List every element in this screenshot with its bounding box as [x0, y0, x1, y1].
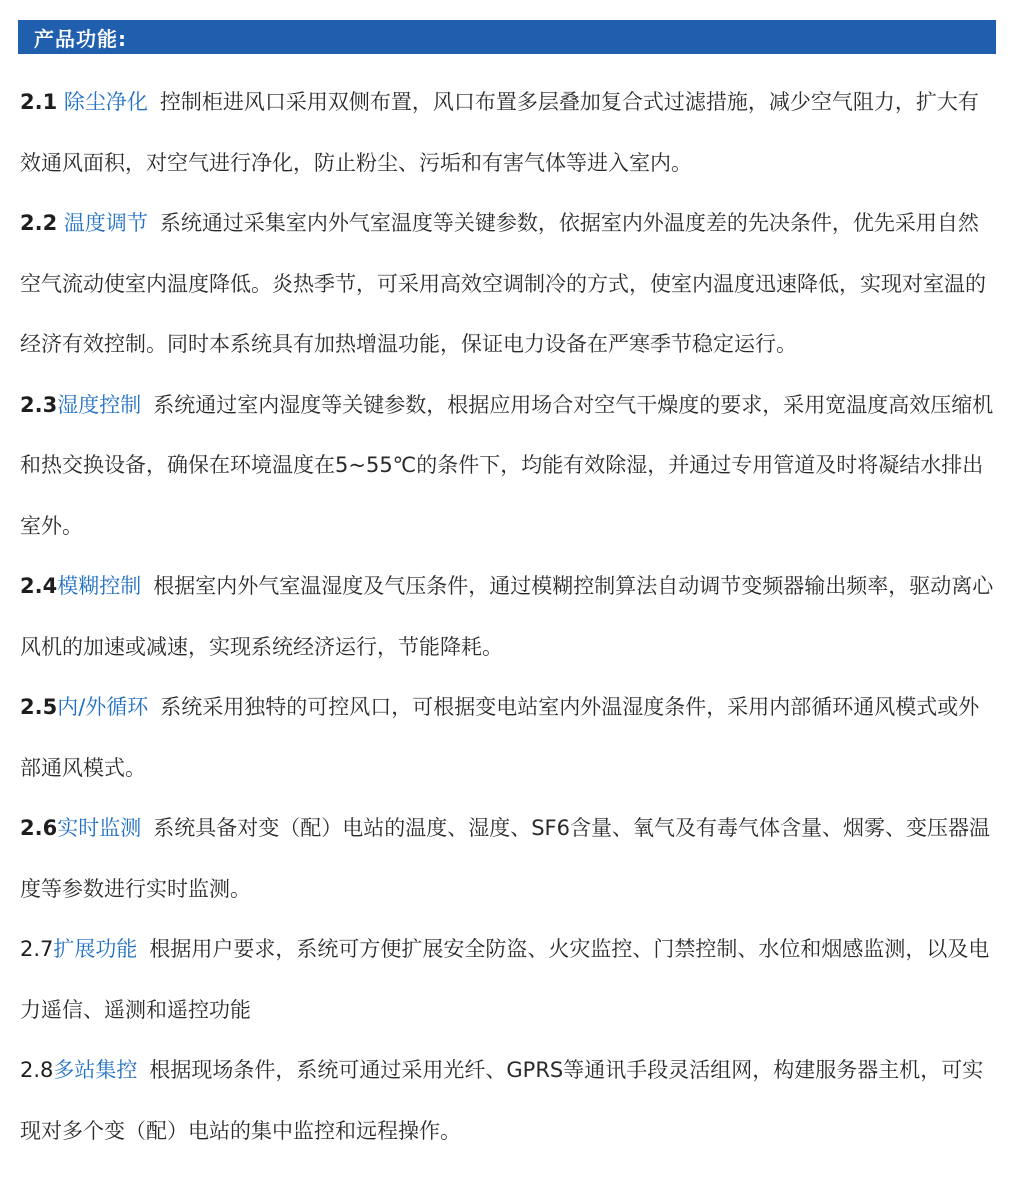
feature-number: 2.7 — [20, 937, 54, 961]
feature-name: 实时监测 — [57, 816, 142, 840]
feature-name: 扩展功能 — [53, 937, 138, 961]
feature-description: 系统通过采集室内外气室温度等关键参数，依据室内外温度差的先决条件，优先采用自然空气流动使室内温度降低。炎热季节，可采用高效空调制冷的方式，使室内温度迅速降低，实现对室温的经济有效控制。同时本系统具有加热增温功能，保证电力设备在严寒季节稳定运行。 — [20, 211, 986, 356]
feature-item-temperature-regulation — [20, 193, 996, 375]
feature-number: 2.6 — [20, 816, 58, 840]
feature-item-fuzzy-control — [20, 556, 996, 677]
feature-description: 系统具备对变（配）电站的温度、湿度、SF6含量、氧气及有毒气体含量、烟雾、变压器温度等参数进行实时监测。 — [20, 816, 990, 901]
feature-number: 2.3 — [20, 392, 58, 417]
feature-item-dust-purification — [20, 72, 996, 193]
feature-item-multi-station — [20, 1040, 996, 1161]
feature-description: 系统通过室内湿度等关键参数，根据应用场合对空气干燥度的要求，采用宽温度高效压缩机和热交换设备，确保在环境温度在5~55℃的条件下，均能有效除湿，并通过专用管道及时将凝结水排出室外。 — [20, 392, 994, 538]
feature-name: 除尘净化 — [63, 90, 148, 114]
feature-item-realtime-monitoring — [20, 798, 996, 919]
feature-description: 根据现场条件，系统可通过采用光纤、GPRS等通讯手段灵活组网，构建服务器主机，可实现对多个变（配）电站的集中监控和远程操作。 — [20, 1058, 984, 1143]
section-header — [18, 20, 996, 54]
feature-description: 系统采用独特的可控风口，可根据变电站室内外温湿度条件，采用内部循环通风模式或外部通风模式。 — [20, 695, 980, 780]
feature-name: 内/外循环 — [57, 695, 149, 719]
feature-name: 模糊控制 — [57, 574, 142, 598]
section-title: 产品功能: — [34, 26, 127, 51]
feature-name: 湿度控制 — [57, 392, 142, 417]
feature-number: 2.4 — [20, 574, 58, 598]
feature-item-humidity-control — [20, 375, 996, 557]
feature-number: 2.5 — [20, 695, 58, 719]
feature-number: 2.2 — [20, 211, 58, 235]
feature-item-extension — [20, 919, 996, 1040]
feature-description: 根据用户要求，系统可方便扩展安全防盗、火灾监控、门禁控制、水位和烟感监测，以及电力遥信、遥测和遥控功能 — [20, 937, 990, 1022]
feature-description: 根据室内外气室温湿度及气压条件，通过模糊控制算法自动调节变频器输出频率，驱动离心风机的加速或减速，实现系统经济运行，节能降耗。 — [20, 574, 994, 659]
feature-number: 2.1 — [20, 90, 58, 114]
feature-name: 多站集控 — [53, 1058, 138, 1082]
feature-name: 温度调节 — [63, 211, 148, 235]
feature-list — [20, 72, 996, 1161]
feature-item-circulation — [20, 677, 996, 798]
feature-description: 控制柜进风口采用双侧布置，风口布置多层叠加复合式过滤措施，减少空气阻力，扩大有效通风面积，对空气进行净化，防止粉尘、污垢和有害气体等进入室内。 — [20, 90, 979, 175]
feature-number: 2.8 — [20, 1058, 54, 1082]
